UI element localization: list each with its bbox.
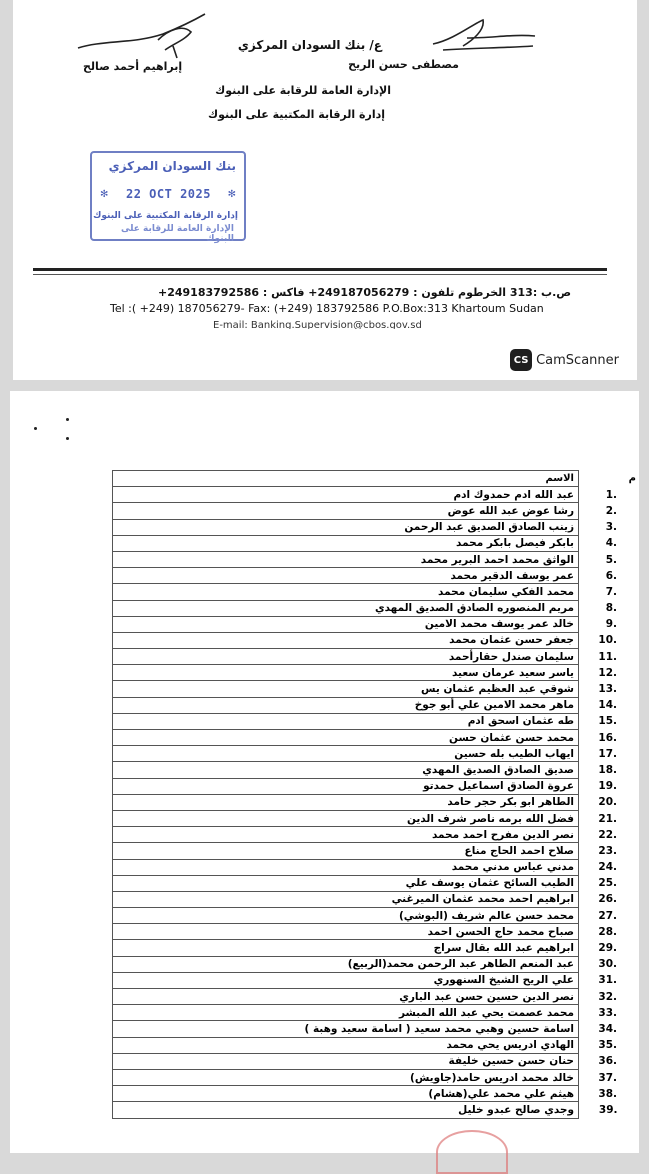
table-row <box>113 551 622 567</box>
row-number: 37. <box>598 1071 617 1084</box>
table-row <box>113 1053 622 1069</box>
stamp-bank-name: بنك السودان المركزي <box>108 159 236 173</box>
table-row <box>113 989 622 1005</box>
person-name: وجدي صالح عبدو خليل <box>113 1102 579 1118</box>
table-row <box>113 810 622 826</box>
person-name: هيثم علي محمد علي(هشام) <box>113 1086 579 1102</box>
person-name: صديق الصادق الصديق المهدي <box>113 762 579 778</box>
person-name: الواثق محمد احمد البرير محمد <box>113 551 579 567</box>
row-number: 7. <box>605 585 617 598</box>
row-number: 27. <box>598 909 617 922</box>
row-number: 22. <box>598 828 617 841</box>
camscanner-icon: CS <box>510 349 532 371</box>
person-name: زينب الصادق الصديق عبد الرحمن <box>113 519 579 535</box>
row-number: 23. <box>598 844 617 857</box>
row-number: 17. <box>598 747 617 760</box>
table-row <box>113 1086 622 1102</box>
footer-divider-thin <box>33 274 607 275</box>
row-number: 20. <box>598 796 617 809</box>
person-name: محمد الفكي سليمان محمد <box>113 584 579 600</box>
person-name: ماهر محمد الامين علي أبو جوخ <box>113 697 579 713</box>
table-body <box>113 487 622 1118</box>
person-name: خالد محمد ادريس حامد(جاويش) <box>113 1069 579 1085</box>
row-number: 13. <box>598 683 617 696</box>
row-number: 18. <box>598 763 617 776</box>
table-row <box>113 794 622 810</box>
person-name: ابراهيم عبد الله بقال سراج <box>113 940 579 956</box>
person-name: ياسر سعيد عرمان سعيد <box>113 665 579 681</box>
row-number: 9. <box>605 618 617 631</box>
contact-arabic: ص.ب :313 الخرطوم تلفون : 249187056279+ فاكس : 249183792586+ <box>158 286 572 299</box>
row-number: 28. <box>598 925 617 938</box>
speck <box>66 418 69 421</box>
table-row <box>113 891 622 907</box>
number-column-header: م <box>628 473 636 484</box>
person-name: محمد حسن عالم شريف (البوشي) <box>113 908 579 924</box>
person-name: عمر يوسف الدقير محمد <box>113 568 579 584</box>
person-name: صباح محمد حاج الحسن احمد <box>113 924 579 940</box>
person-name: مريم المنصوره الصادق الصديق المهدي <box>113 600 579 616</box>
table-row <box>113 859 622 875</box>
table-row <box>113 924 622 940</box>
person-name: عبد الله ادم حمدوك ادم <box>113 487 579 503</box>
table-row <box>113 1069 622 1085</box>
person-name: ابراهيم احمد محمد عثمان الميرغني <box>113 891 579 907</box>
person-name: عروة الصادق اسماعيل حمدتو <box>113 778 579 794</box>
person-name: طه عثمان اسحق ادم <box>113 713 579 729</box>
scanned-page-top <box>13 0 637 380</box>
person-name: الطاهر ابو بكر حجر حامد <box>113 794 579 810</box>
row-number: 36. <box>598 1055 617 1068</box>
table-row <box>113 940 622 956</box>
row-number: 14. <box>598 699 617 712</box>
person-name: صلاح احمد الحاج مناع <box>113 843 579 859</box>
table-row <box>113 827 622 843</box>
table-header-row <box>113 471 622 487</box>
table-row <box>113 956 622 972</box>
number-column-spacer <box>579 471 622 487</box>
table-row <box>113 1021 622 1037</box>
contact-email: E-mail: Banking.Supervision@cbos.gov.sd <box>213 320 422 329</box>
row-number: 1. <box>605 488 617 501</box>
stamp-star-icon: ✻ <box>100 189 109 200</box>
person-name: اسامة حسين وهبي محمد سعيد ( اسامة سعيد وهبة ) <box>113 1021 579 1037</box>
row-number: 35. <box>598 1039 617 1052</box>
table-row <box>113 746 622 762</box>
department-line-2: إدارة الرقابة المكتبية على البنوك <box>207 108 385 121</box>
table-row <box>113 1102 622 1118</box>
row-number: 38. <box>598 1087 617 1100</box>
camscanner-label: CamScanner <box>536 352 619 368</box>
row-number: 21. <box>598 812 617 825</box>
person-name: محمد عصمت يحي عبد الله المبشر <box>113 1005 579 1021</box>
stamp-date: 22 OCT 2025 <box>126 187 211 201</box>
row-number: 4. <box>605 537 617 550</box>
table-row <box>113 778 622 794</box>
table-row <box>113 665 622 681</box>
row-number: 12. <box>598 666 617 679</box>
person-name: شوقي عبد العظيم عثمان يس <box>113 681 579 697</box>
row-number: 30. <box>598 958 617 971</box>
name-column-header: الاسم <box>113 471 579 487</box>
department-line-1: الإدارة العامة للرقابة على البنوك <box>215 84 391 97</box>
signatory-right-name: مصطفى حسن الريح <box>348 58 459 71</box>
person-name: نصر الدين مفرح احمد محمد <box>113 827 579 843</box>
table-row <box>113 972 622 988</box>
stamp-star-icon: ✻ <box>227 189 236 200</box>
camscanner-watermark <box>510 349 619 371</box>
speck <box>34 427 37 430</box>
table-row <box>113 600 622 616</box>
row-number: 8. <box>605 602 617 615</box>
person-name: سليمان صندل حقارأحمد <box>113 649 579 665</box>
row-number: 34. <box>598 1022 617 1035</box>
table-row <box>113 535 622 551</box>
person-name: رشا عوض عبد الله عوض <box>113 503 579 519</box>
table-row <box>113 568 622 584</box>
row-number: 11. <box>598 650 617 663</box>
row-number: 25. <box>598 877 617 890</box>
official-seal-partial <box>436 1130 508 1174</box>
person-name: محمد حسن عثمان حسن <box>113 730 579 746</box>
table-row <box>113 1037 622 1053</box>
stamp-general-department-line: الإدارة العامة للرقابة على البنوك <box>120 224 234 244</box>
row-number: 19. <box>598 780 617 793</box>
table-row <box>113 632 622 648</box>
person-name: جعفر حسن عثمان محمد <box>113 632 579 648</box>
person-name: علي الريح الشيخ السنهوري <box>113 972 579 988</box>
row-number: 3. <box>605 521 617 534</box>
table-row <box>113 762 622 778</box>
row-number: 26. <box>598 893 617 906</box>
person-name: خالد عمر يوسف محمد الامين <box>113 616 579 632</box>
signatory-left-name: إبراهيم أحمد صالح <box>83 60 183 73</box>
table-row <box>113 697 622 713</box>
footer-divider <box>33 268 607 271</box>
names-table <box>112 470 622 1119</box>
row-number: 10. <box>598 634 617 647</box>
person-name: ايهاب الطيب بله حسين <box>113 746 579 762</box>
table-row <box>113 649 622 665</box>
person-name: حنان حسن حسين خليفة <box>113 1053 579 1069</box>
table-row <box>113 616 622 632</box>
person-name: الهادي ادريس يحي محمد <box>113 1037 579 1053</box>
person-name: عبد المنعم الطاهر عبد الرحمن محمد(الربيع) <box>113 956 579 972</box>
row-number: 33. <box>598 1006 617 1019</box>
row-number: 2. <box>605 504 617 517</box>
person-name: فضل الله برمه ناصر شرف الدين <box>113 810 579 826</box>
signature-right-icon <box>423 14 543 56</box>
table-row <box>113 584 622 600</box>
table-row <box>113 487 622 503</box>
row-number: 6. <box>605 569 617 582</box>
row-number: 24. <box>598 861 617 874</box>
row-number: 5. <box>605 553 617 566</box>
table-row <box>113 908 622 924</box>
person-name: الطيب السائح عثمان يوسف علي <box>113 875 579 891</box>
row-number: 29. <box>598 942 617 955</box>
table-row <box>113 730 622 746</box>
person-name: نصر الدين حسين حسن عبد الباري <box>113 989 579 1005</box>
stamp-department-line: إدارة الرقابة المكتبية على البنوك <box>93 211 238 221</box>
contact-english: Tel :( +249) 187056279- Fax: (+249) 183792586 P.O.Box:313 Khartoum Sudan <box>110 302 544 315</box>
table-row <box>113 503 622 519</box>
row-number: 39. <box>598 1103 618 1116</box>
row-number: 16. <box>598 731 617 744</box>
speck <box>66 437 69 440</box>
table-row <box>113 875 622 891</box>
person-name: بابكر فيصل بابكر محمد <box>113 535 579 551</box>
signature-left-icon <box>73 10 213 62</box>
addressee-line: ع/ بنك السودان المركزي <box>237 38 382 52</box>
row-number: 31. <box>598 974 617 987</box>
table-row <box>113 681 622 697</box>
table-row <box>113 1005 622 1021</box>
table-row <box>113 713 622 729</box>
table-row <box>113 843 622 859</box>
row-number: 15. <box>598 715 617 728</box>
date-stamp <box>90 151 246 244</box>
row-number: 32. <box>598 990 617 1003</box>
person-name: مدني عباس مدني محمد <box>113 859 579 875</box>
table-row <box>113 519 622 535</box>
